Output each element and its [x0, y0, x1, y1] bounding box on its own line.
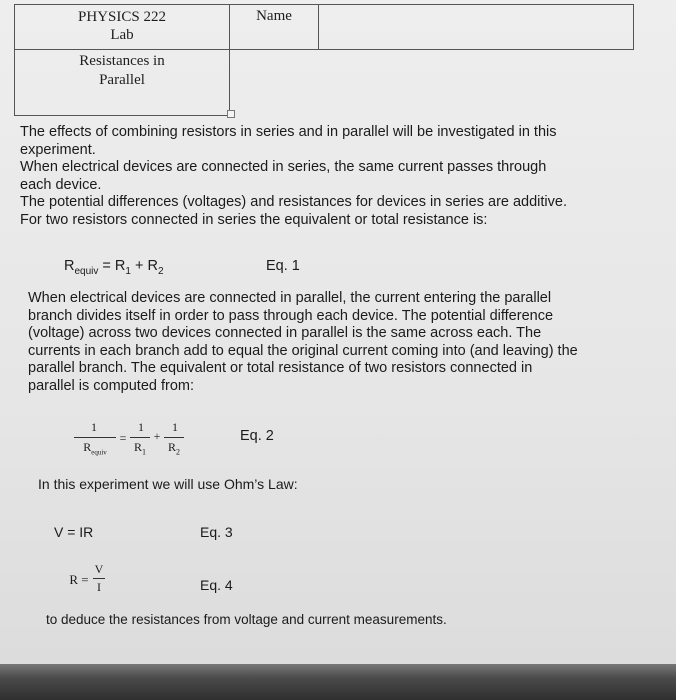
intro-line: The effects of combining resistors in series and in parallel will be investigated in this: [20, 124, 557, 140]
eq2-den-mid-r: R: [133, 440, 142, 454]
eq2-den-left-sub: equiv: [91, 448, 107, 457]
eq1-sub2: 2: [157, 265, 164, 277]
table-resize-handle[interactable]: [227, 110, 235, 118]
intro-line: For two resistors connected in series the equivalent or total resistance is:: [20, 211, 488, 228]
eq2-bar-left: [74, 437, 116, 438]
eq2-num-left: 1: [91, 420, 97, 434]
lab-title-cell: [15, 50, 230, 116]
lab-title-line1: Resistances in: [79, 53, 165, 69]
eq4-label: Eq. 4: [200, 577, 233, 593]
eq2-den-right: [162, 440, 186, 456]
course-type: Lab: [110, 27, 134, 43]
eq4-num: V: [94, 562, 104, 576]
course-cell: [15, 5, 230, 50]
parallel-line: currents in each branch add to equal the original current coming into (and leaving) the: [28, 342, 578, 359]
parallel-line: When electrical devices are connected in parallel, the current entering the parallel: [28, 290, 552, 306]
name-label-cell: [230, 5, 319, 50]
eq1-label: Eq. 1: [266, 258, 300, 274]
equation-2: [72, 418, 212, 464]
eq2-bar-mid: [130, 437, 150, 438]
eq3-label: Eq. 3: [200, 524, 233, 540]
parallel-line: branch divides itself in order to pass through each device. The potential difference: [28, 307, 554, 324]
equation-1: [64, 258, 164, 277]
eq1-lhs: R: [64, 258, 75, 274]
eq4-bar: [93, 578, 105, 579]
eq2-den-left-r: R: [83, 440, 92, 454]
intro-line: When electrical devices are connected in series, the same current passes through: [20, 159, 547, 175]
course-name: PHYSICS 222: [78, 9, 166, 25]
lab-title-line2: Parallel: [99, 72, 145, 88]
eq2-label: Eq. 2: [240, 428, 274, 444]
equation-4: [64, 562, 124, 602]
eq2-den-left: [72, 440, 118, 456]
intro-paragraph: [20, 124, 660, 229]
header-table: [14, 4, 634, 116]
eq2-num-mid: 1: [138, 420, 144, 434]
page-shadow: [0, 664, 676, 700]
eq1-equals: = R: [102, 258, 126, 274]
ohms-law-intro: In this experiment we will use Ohm’s Law:: [38, 476, 298, 492]
equation-3: V = IR: [54, 524, 94, 540]
eq2-den-right-r: R: [167, 440, 176, 454]
eq2-equals: =: [119, 431, 127, 445]
eq4-den: I: [97, 580, 101, 594]
intro-line: experiment.: [20, 141, 96, 158]
name-label: Name: [256, 8, 292, 24]
name-field[interactable]: [319, 5, 634, 50]
closing-text: to deduce the resistances from voltage and current measurements.: [46, 612, 447, 627]
eq2-den-mid-sub: 1: [142, 447, 146, 457]
parallel-line: parallel is computed from:: [28, 377, 195, 394]
eq1-plus: + R: [134, 258, 158, 274]
parallel-line: parallel branch. The equivalent or total resistance of two resistors connected in: [28, 360, 533, 376]
eq2-plus: +: [153, 429, 161, 443]
eq2-den-right-sub: 2: [176, 447, 180, 457]
eq4-lhs: R =: [69, 572, 89, 587]
eq1-sub1: 1: [125, 265, 131, 277]
empty-cell: [230, 50, 634, 116]
eq2-bar-right: [164, 437, 184, 438]
eq2-num-right: 1: [172, 420, 178, 434]
eq2-den-mid: [128, 440, 152, 456]
intro-line: The potential differences (voltages) and resistances for devices in series are additive.: [20, 194, 567, 210]
parallel-paragraph: [28, 290, 648, 395]
eq1-lhs-sub: equiv: [74, 265, 99, 277]
parallel-line: (voltage) across two devices connected in parallel is the same across each. The: [28, 325, 542, 341]
intro-line: each device.: [20, 176, 102, 193]
